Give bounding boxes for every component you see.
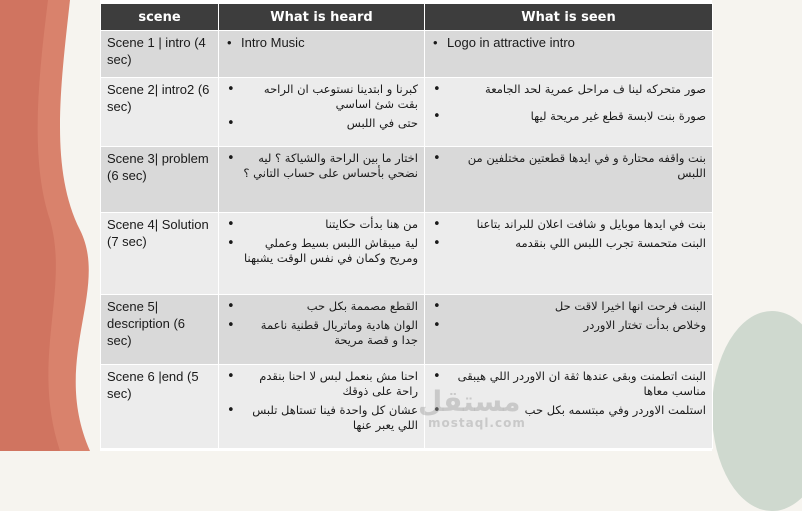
heard-cell xyxy=(219,295,425,365)
table-row xyxy=(101,365,713,449)
list-item: • بنت في ايدها موبايل و شافت اعلان للبراند بتاعنا xyxy=(431,217,706,232)
list-item: • صور متحركه لينا ف مراحل عمرية لحد الجامعة xyxy=(431,82,706,97)
seen-cell xyxy=(425,147,713,213)
table-row xyxy=(101,31,713,78)
watermark-latin: mostaql.com xyxy=(428,416,526,430)
heard-cell xyxy=(219,213,425,295)
header-seen: What is seen xyxy=(425,4,713,31)
heard-cell xyxy=(219,78,425,147)
heard-cell xyxy=(219,147,425,213)
list-item: • اختار ما بين الراحة والشياكة ؟ ليه نضحي بأحساس على حساب التاني ؟ xyxy=(225,151,418,181)
list-item: • الوان هادية وماتريال قطنية ناعمة جدا و قصة مريحة xyxy=(225,318,418,348)
seen-cell xyxy=(425,213,713,295)
scene-cell: Scene 2| intro2 (6 sec) xyxy=(101,78,219,147)
scene-cell: Scene 6 |end (5 sec) xyxy=(101,365,219,449)
scene-cell: Scene 4| Solution (7 sec) xyxy=(101,213,219,295)
scene-cell: Scene 1 | intro (4 sec) xyxy=(101,31,219,78)
list-item: • وخلاص بدأت تختار الاوردر xyxy=(431,318,706,333)
storyboard-table xyxy=(100,3,713,449)
scene-cell: Scene 3| problem (6 sec) xyxy=(101,147,219,213)
list-item: • كبرنا و ابتدينا نستوعب ان الراحه بقت شئ اساسي xyxy=(225,82,418,112)
header-scene: scene xyxy=(101,4,219,31)
scene-cell: Scene 5| description (6 sec) xyxy=(101,295,219,365)
list-item: • القطع مصممة بكل حب xyxy=(225,299,418,314)
table-row xyxy=(101,213,713,295)
heard-cell xyxy=(219,31,425,78)
list-item: • استلمت الاوردر وفي مبتسمه بكل حب xyxy=(431,403,706,418)
heard-cell xyxy=(219,365,425,449)
header-heard: What is heard xyxy=(219,4,425,31)
list-item: • حتى في اللبس xyxy=(225,116,418,131)
list-item: • Intro Music xyxy=(225,35,418,52)
table-row xyxy=(101,147,713,213)
list-item: • من هنا بدأت حكايتنا xyxy=(225,217,418,232)
list-item: • بنت واقفه محتارة و في ايدها قطعتين مختلفين من اللبس xyxy=(431,151,706,181)
list-item: • Logo in attractive intro xyxy=(431,35,706,52)
list-item: • لية ميبقاش اللبس بسيط وعملي ومريح وكمان في نفس الوقت يشبهنا xyxy=(225,236,418,266)
table-row xyxy=(101,295,713,365)
seen-cell xyxy=(425,78,713,147)
list-item: • البنت اتطمنت وبقى عندها ثقة ان الاوردر اللي هيبقى مناسب معاها xyxy=(431,369,706,399)
table-row xyxy=(101,78,713,147)
list-item: • احنا مش بنعمل لبس لا احنا بنقدم راحة على ذوقك xyxy=(225,369,418,399)
seen-cell xyxy=(425,295,713,365)
decorative-green-shape xyxy=(712,311,802,511)
watermark xyxy=(418,385,526,430)
list-item: • عشان كل واحدة فينا تستاهل تلبس اللي يعبر عنها xyxy=(225,403,418,433)
header-row xyxy=(101,4,713,31)
watermark-arabic: مستقل xyxy=(418,385,521,418)
list-item: • البنت متحمسة تجرب اللبس اللي بنقدمه xyxy=(431,236,706,251)
list-item: • صورة بنت لابسة قطع غير مريحة ليها xyxy=(431,109,706,124)
list-item: • البنت فرحت انها اخيرا لاقت حل xyxy=(431,299,706,314)
seen-cell xyxy=(425,31,713,78)
